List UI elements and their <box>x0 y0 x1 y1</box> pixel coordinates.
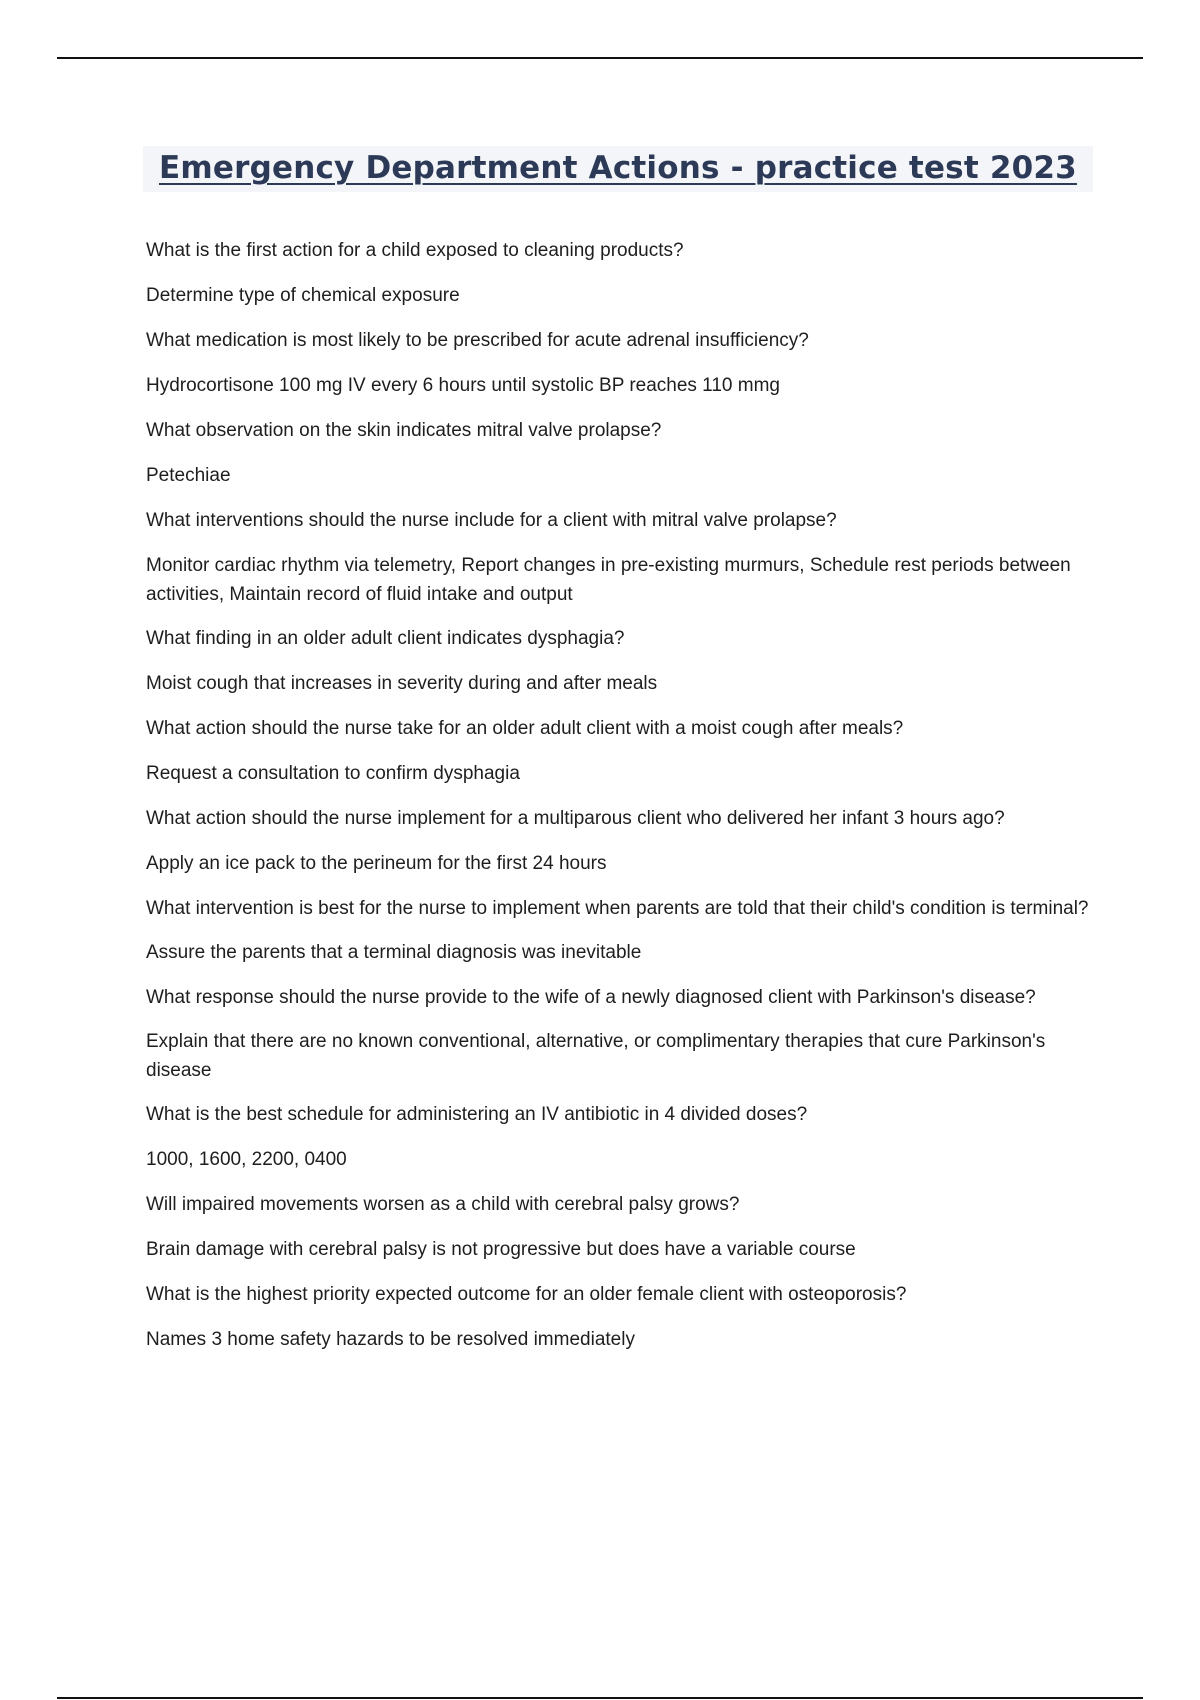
question-4: What interventions should the nurse include for a client with mitral valve prolapse? <box>146 510 837 531</box>
title-banner <box>143 146 1093 192</box>
question-answer-list <box>146 236 1096 1370</box>
question-8: What intervention is best for the nurse to implement when parents are told that their child's condition is terminal? <box>146 898 1089 919</box>
answer-2: Hydrocortisone 100 mg IV every 6 hours until systolic BP reaches 110 mmg <box>146 375 780 396</box>
top-rule <box>57 57 1143 59</box>
question-7: What action should the nurse implement for a multiparous client who delivered her infant 3 hours ago? <box>146 808 1005 829</box>
answer-12: Names 3 home safety hazards to be resolved immediately <box>146 1329 635 1350</box>
answer-3: Petechiae <box>146 465 231 486</box>
question-12: What is the highest priority expected outcome for an older female client with osteoporosis? <box>146 1284 907 1305</box>
question-6: What action should the nurse take for an older adult client with a moist cough after meals? <box>146 718 904 739</box>
answer-6: Request a consultation to confirm dysphagia <box>146 763 520 784</box>
answer-5: Moist cough that increases in severity during and after meals <box>146 673 658 694</box>
answer-7: Apply an ice pack to the perineum for the first 24 hours <box>146 853 607 874</box>
question-9: What response should the nurse provide to the wife of a newly diagnosed client with Parkinson's disease? <box>146 987 1036 1008</box>
question-1: What is the first action for a child exposed to cleaning products? <box>146 240 684 261</box>
question-5: What finding in an older adult client indicates dysphagia? <box>146 628 625 649</box>
answer-11: Brain damage with cerebral palsy is not progressive but does have a variable course <box>146 1239 856 1260</box>
question-3: What observation on the skin indicates mitral valve prolapse? <box>146 420 662 441</box>
question-10: What is the best schedule for administering an IV antibiotic in 4 divided doses? <box>146 1104 808 1125</box>
answer-4: Monitor cardiac rhythm via telemetry, Report changes in pre-existing murmurs, Schedule rest periods between activities, Maintain record of fluid intake and output <box>146 555 1071 605</box>
answer-8: Assure the parents that a terminal diagnosis was inevitable <box>146 942 642 963</box>
bottom-rule <box>57 1697 1143 1699</box>
document-title: Emergency Department Actions - practice test 2023 <box>159 150 1077 186</box>
answer-9: Explain that there are no known conventional, alternative, or complimentary therapies that cure Parkinson's disease <box>146 1031 1046 1081</box>
question-2: What medication is most likely to be prescribed for acute adrenal insufficiency? <box>146 330 809 351</box>
answer-10: 1000, 1600, 2200, 0400 <box>146 1149 347 1170</box>
answer-1: Determine type of chemical exposure <box>146 285 460 306</box>
question-11: Will impaired movements worsen as a child with cerebral palsy grows? <box>146 1194 740 1215</box>
